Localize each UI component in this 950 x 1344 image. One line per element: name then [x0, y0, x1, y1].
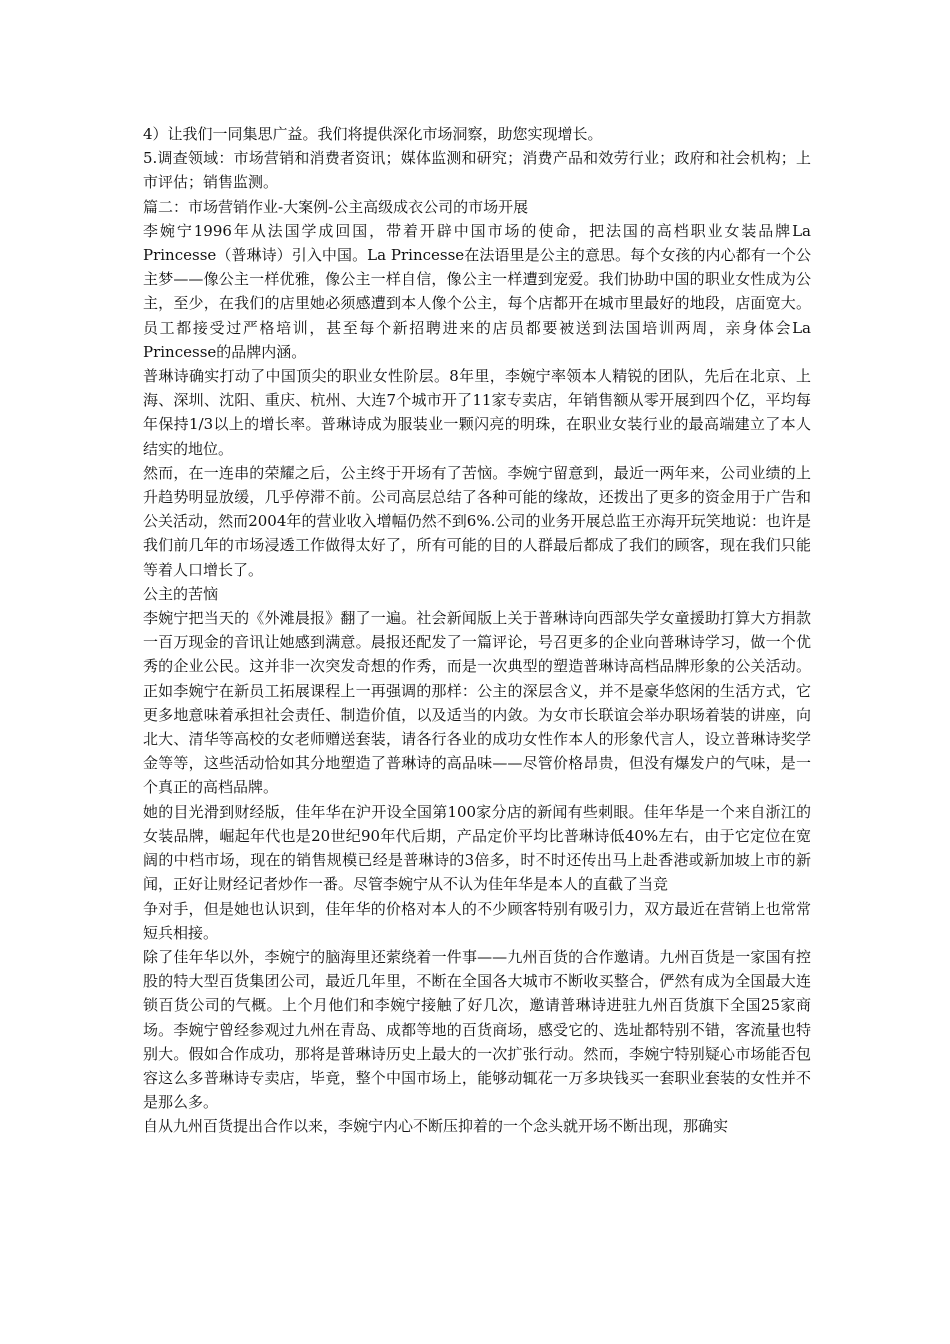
- paragraph: 李婉宁1996年从法国学成回国，带着开辟中国市场的使命，把法国的高档职业女装品牌La Princesse（普琳诗）引入中国。La Princesse在法语里是公主的意思。每个女孩的内心都有一个公主梦——像公主一样优雅，像公主一样自信，像公主一样遭到宠爱。我们协助中国的职业女性成为公主，至少，在我们的店里她必须感遭到本人像个公主，每个店都开在城市里最好的地段，店面宽大。员工都接受过严格培训，甚至每个新招聘进来的店员都要被送到法国培训两周，亲身体会La Princesse的品牌内涵。: [143, 221, 811, 361]
- paragraph: 除了佳年华以外，李婉宁的脑海里还萦绕着一件事——九州百货的合作邀请。九州百货是一家国有控股的特大型百货集团公司，最近几年里，不断在全国各大城市不断收买整合，俨然有成为全国最大连锁百货公司的气概。上个月他们和李婉宁接触了好几次，邀请普琳诗进驻九州百货旗下全国25家商场。李婉宁曾经参观过九州在青岛、成都等地的百货商场，感受它的、选址都特别不错，客流量也特别大。假如合作成功，那将是普琳诗历史上最大的一次扩张行动。然而，李婉宁特别疑心市场能否包容这么多普琳诗专卖店，毕竟，整个中国市场上，能够动辄花一万多块钱买一套职业套装的女性并不是那么多。: [143, 947, 811, 1112]
- paragraph: 李婉宁把当天的《外滩晨报》翻了一遍。社会新闻版上关于普琳诗向西部失学女童援助打算大方捐款一百万现金的音讯让她感到满意。晨报还配发了一篇评论，号召更多的企业向普琳诗学习，做一个优秀的企业公民。这并非一次突发奇想的作秀，而是一次典型的塑造普琳诗高档品牌形象的公关活动。正如李婉宁在新员工拓展课程上一再强调的那样：公主的深层含义，并不是豪华悠闲的生活方式，它更多地意味着承担社会责任、制造价值，以及适当的内敛。为女市长联谊会举办职场着装的讲座，向北大、清华等高校的女老师赠送套装，请各行各业的成功女性作本人的形象代言人，设立普琳诗奖学金等等，这些活动恰如其分地塑造了普琳诗的高品味——尽管价格昂贵，但没有爆发户的气味，是一个真正的高档品牌。: [143, 609, 811, 797]
- paragraph: 争对手，但是她也认识到，佳年华的价格对本人的不少顾客特别有吸引力，双方最近在营销上也常常短兵相接。: [143, 899, 811, 942]
- paragraph: 她的目光滑到财经版，佳年华在沪开设全国第100家分店的新闻有些刺眼。佳年华是一个来自浙江的女装品牌，崛起年代也是20世纪90年代后期，产品定价平均比普琳诗低40%左右，由于它定位在宽阔的中档市场，现在的销售规模已经是普琳诗的3倍多，时不时还传出马上赴香港或新加坡上市的新闻，正好让财经记者炒作一番。尽管李婉宁从不认为佳年华是本人的直截了当竞: [143, 802, 811, 894]
- paragraph: 然而，在一连串的荣耀之后，公主终于开场有了苦恼。李婉宁留意到，最近一两年来，公司业绩的上升趋势明显放缓，几乎停滞不前。公司高层总结了各种可能的缘故，还拨出了更多的资金用于广告和公关活动，然而2004年的营业收入增幅仍然不到6%.公司的业务开展总监王亦海开玩笑地说：也许是我们前几年的市场浸透工作做得太好了，所有可能的目的人群最后都成了我们的顾客，现在我们只能等着人口增长了。: [143, 463, 811, 579]
- paragraph: 4）让我们一同集思广益。我们将提供深化市场洞察，助您实现增长。: [143, 125, 603, 143]
- paragraph: 5.调查领域：市场营销和消费者资讯；媒体监测和研究；消费产品和效劳行业；政府和社会机构；上市评估；销售监测。: [143, 149, 811, 192]
- paragraph: 自从九州百货提出合作以来，李婉宁内心不断压抑着的一个念头就开场不断出现，那确实: [143, 1117, 729, 1136]
- subheading: 公主的苦恼: [143, 584, 219, 603]
- paragraph: 普琳诗确实打动了中国顶尖的职业女性阶层。8年里，李婉宁率领本人精锐的团队，先后在北京、上海、深圳、沈阳、重庆、杭州、大连7个城市开了11家专卖店，年销售额从零开展到四个亿，平均每年保持1/3以上的增长率。普琳诗成为服装业一颗闪亮的明珠，在职业女装行业的最高端建立了本人结实的地位。: [143, 367, 811, 458]
- section-heading: 篇二：市场营销作业-大案例-公主高级成衣公司的市场开展: [143, 197, 529, 216]
- document-page: [143, 122, 811, 1139]
